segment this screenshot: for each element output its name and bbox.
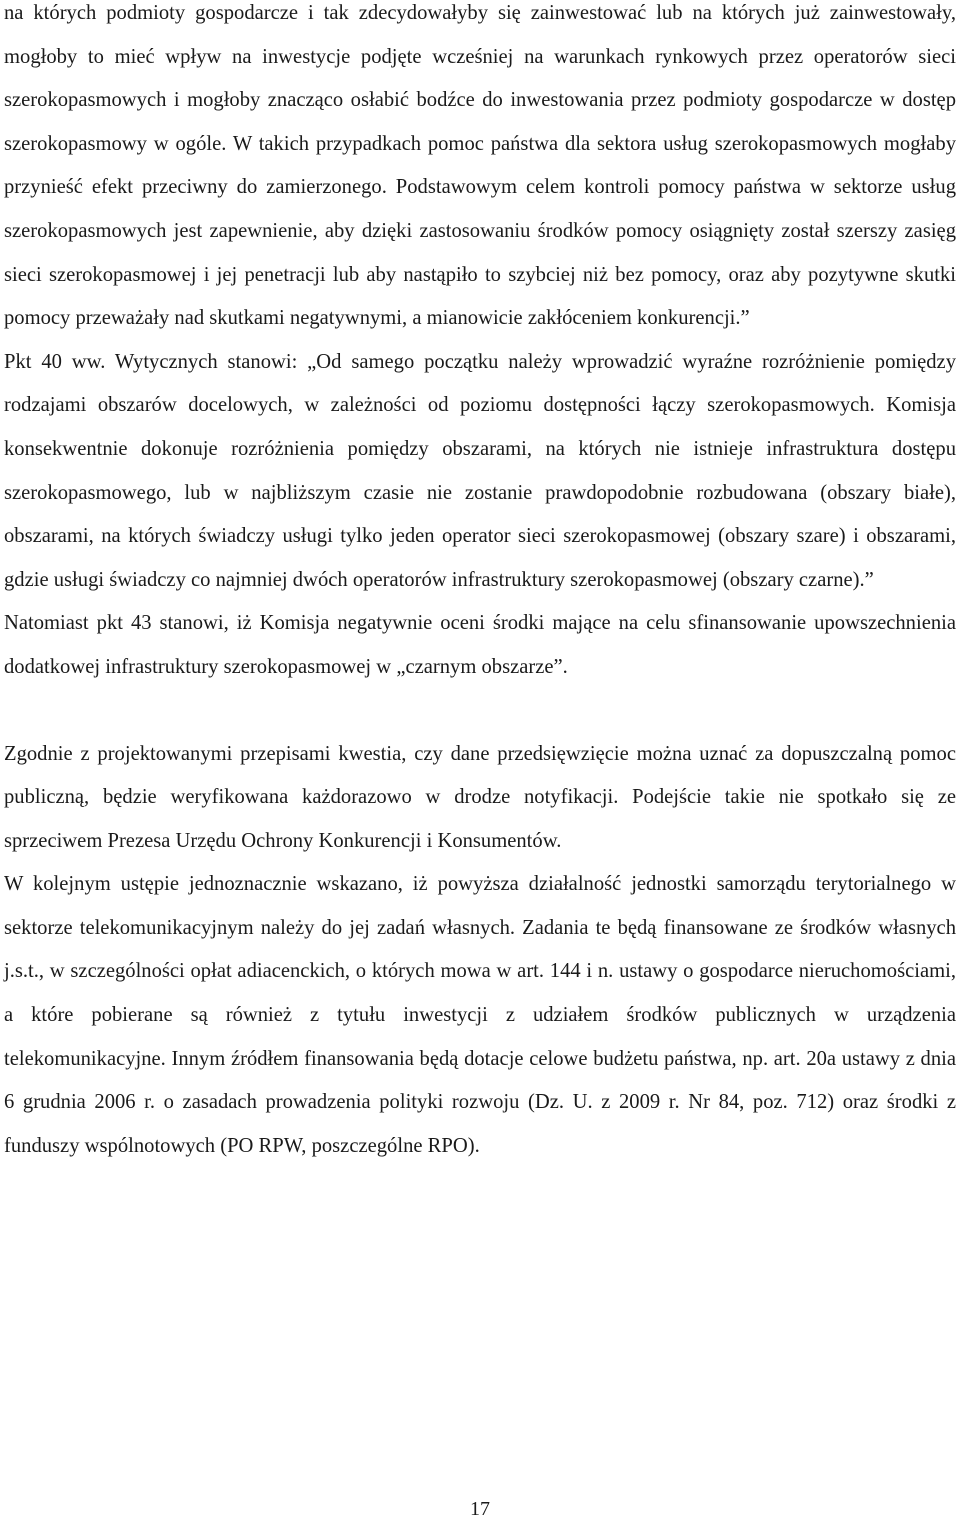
paragraph-4: Zgodnie z projektowanymi przepisami kwestia, czy dane przedsięwzięcie można uznać za dopuszczalną pomoc publiczną, będzie weryfikowana każdorazowo w drodze notyfikacji. Podejście takie nie spotkało się ze sprzeciwem Prezesa Urzędu Ochrony Konkurencji i Konsumentów. [4,742,956,852]
document-page [4,0,956,1168]
paragraph-3: Natomiast pkt 43 stanowi, iż Komisja negatywnie oceni środki mające na celu sfinansowanie upowszechnienia dodatkowej infrastruktury szerokopasmowej w „czarnym obszarze”. [4,612,956,678]
paragraph-2: Pkt 40 ww. Wytycznych stanowi: „Od samego początku należy wprowadzić wyraźne rozróżnienie pomiędzy rodzajami obszarów docelowych, w zależności od poziomu dostępności łączy szerokopasmowych. Komisja konsekwentnie dokonuje rozróżnienia pomiędzy obszarami, na których nie istnieje infrastruktura dostępu szerokopasmowego, lub w najbliższym czasie nie zostanie prawdopodobnie rozbudowana (obszary białe), obszarami, na których świadczy usługi tylko jeden operator sieci szerokopasmowej (obszary szare) i obszarami, gdzie usługi świadczy co najmniej dwóch operatorów infrastruktury szerokopasmowej (obszary czarne).” [4,350,956,591]
page-number: 17 [470,1498,490,1520]
paragraph-1: na których podmioty gospodarcze i tak zdecydowałyby się zainwestować lub na których już zainwestowały, mogłoby to mieć wpływ na inwestycje podjęte wcześniej na warunkach rynkowych przez operatorów sieci szerokopasmowych i mogłoby znacząco osłabić bodźce do inwestowania przez podmioty gospodarcze w dostęp szerokopasmowy w ogóle. W takich przypadkach pomoc państwa dla sektora usług szerokopasmowych mogłaby przynieść efekt przeciwny do zamierzonego. Podstawowym celem kontroli pomocy państwa w sektorze usług szerokopasmowych jest zapewnienie, aby dzięki zastosowaniu środków pomocy osiągnięty został szerszy zasięg sieci szerokopasmowej i jej penetracji lub aby nastąpiło to szybciej niż bez pomocy, oraz aby pozytywne skutki pomocy przeważały nad skutkami negatywnymi, a mianowicie zakłóceniem konkurencji.” [4,2,956,330]
paragraph-5: W kolejnym ustępie jednoznacznie wskazano, iż powyższa działalność jednostki samorządu terytorialnego w sektorze telekomunikacyjnym należy do jej zadań własnych. Zadania te będą finansowane ze środków własnych j.s.t., w szczególności opłat adiacenckich, o których mowa w art. 144 i n. ustawy o gospodarce nieruchomościami, a które pobierane są również z tytułu inwestycji z udziałem środków publicznych w urządzenia telekomunikacyjne. Innym źródłem finansowania będą dotacje celowe budżetu państwa, np. art. 20a ustawy z dnia 6 grudnia 2006 r. o zasadach prowadzenia polityki rozwoju (Dz. U. z 2009 r. Nr 84, poz. 712) oraz środki z funduszy wspólnotowych (PO RPW, poszczególne RPO). [4,873,956,1157]
